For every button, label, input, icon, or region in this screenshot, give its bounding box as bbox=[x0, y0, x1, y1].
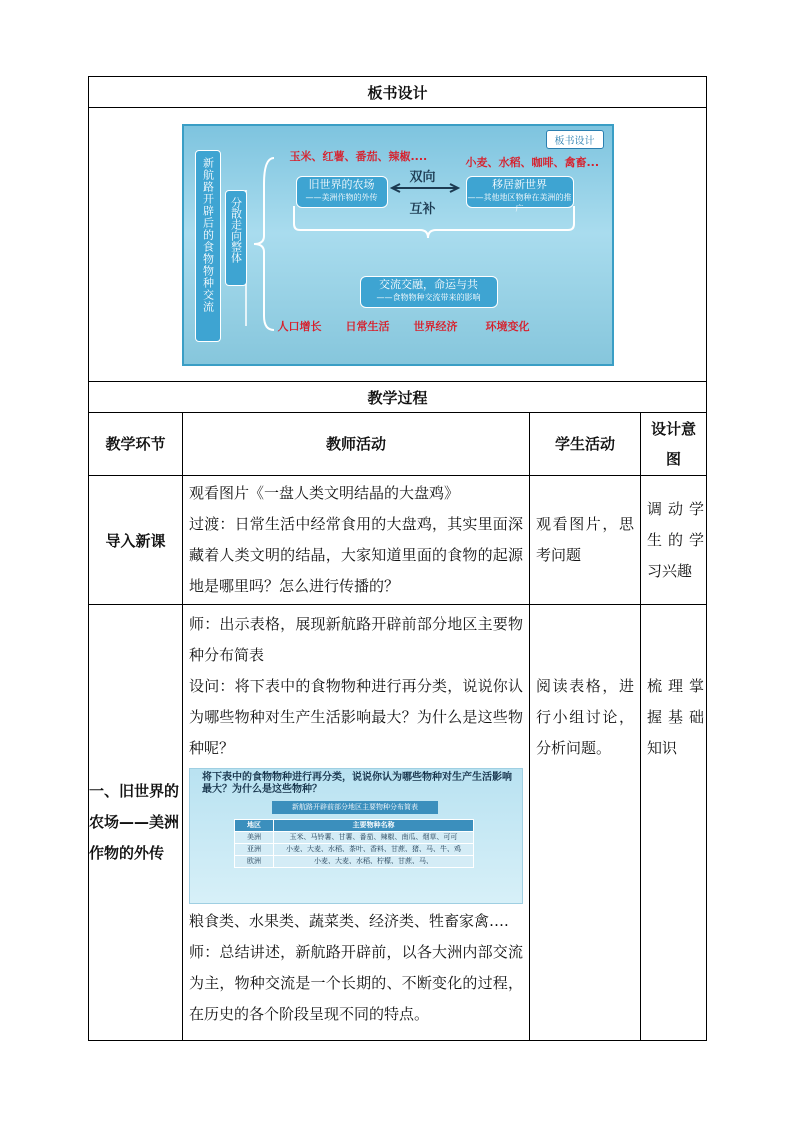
student-intro: 观看图片，思考问题 bbox=[536, 515, 634, 564]
species-list: 小麦、大麦、水稻、茶叶、香料、甘蔗、猪、马、牛、鸡 bbox=[274, 844, 474, 856]
lesson-table bbox=[88, 76, 707, 1041]
intent-intro: 调动学生的学习兴趣 bbox=[647, 499, 705, 580]
species-region: 欧洲 bbox=[235, 856, 274, 868]
new-world-sub: ——其他地区物种在美洲的推广 bbox=[467, 192, 572, 213]
exchange-sub: ——食物物种交流带来的影响 bbox=[376, 292, 481, 302]
board-design-heading: 板书设计 bbox=[89, 77, 707, 108]
teacher-intro-cell bbox=[183, 476, 530, 605]
col-teacher: 教师活动 bbox=[183, 413, 530, 476]
board-design-cell bbox=[89, 108, 707, 382]
species-table bbox=[234, 819, 474, 868]
col-student: 学生活动 bbox=[530, 413, 641, 476]
intent-intro-cell bbox=[641, 476, 707, 605]
old-world-sub: ——美洲作物的外传 bbox=[305, 192, 378, 202]
student-old-world-cell bbox=[530, 605, 641, 1041]
vertical-sub-box bbox=[225, 190, 247, 286]
top-right-foods: 小麦、水稻、咖啡、禽畜... bbox=[465, 155, 600, 169]
two-way-label: 双向 bbox=[409, 169, 436, 185]
new-world-title: 移居新世界 bbox=[492, 177, 547, 191]
old-world-box bbox=[296, 176, 388, 208]
teacher-old-world-line: 设问：将下表中的食物物种进行再分类，说说你认为哪些物种对生产生活影响最大？为什么是这些物种呢？ bbox=[189, 677, 523, 757]
intent-old-world-cell bbox=[641, 605, 707, 1041]
stage-old-world: 一、旧世界的农场——美洲作物的外传 bbox=[89, 605, 183, 1041]
exchange-title: 交流交融，命运与共 bbox=[379, 277, 478, 291]
student-intro-cell bbox=[530, 476, 641, 605]
vertical-title: 新航路开辟后的食物物种交流 bbox=[201, 156, 215, 313]
new-world-box bbox=[466, 176, 574, 213]
impact-item: 日常生活 bbox=[345, 319, 390, 333]
complement-label: 互补 bbox=[409, 201, 436, 217]
col-stage: 教学环节 bbox=[89, 413, 183, 476]
vertical-sub: 分散走向整体 bbox=[229, 196, 243, 263]
old-world-title: 旧世界的农场 bbox=[308, 177, 375, 191]
document-page bbox=[88, 76, 706, 1041]
vertical-title-box bbox=[195, 150, 221, 342]
impact-item: 人口增长 bbox=[277, 319, 322, 333]
teaching-process-heading: 教学过程 bbox=[89, 382, 707, 413]
teacher-old-world-cell bbox=[183, 605, 530, 1041]
species-header: 地区 bbox=[235, 820, 274, 832]
stage-intro: 导入新课 bbox=[89, 476, 183, 605]
species-question: 将下表中的食物物种进行再分类，说说你认为哪些物种对生产生活影响最大？为什么是这些物种？ bbox=[202, 772, 512, 795]
teacher-intro-line: 过渡：日常生活中经常食用的大盘鸡，其实里面深藏着人类文明的结晶，大家知道里面的食物的起源地是哪里吗？怎么进行传播的？ bbox=[189, 515, 523, 595]
teacher-old-world-line: 师：总结讲述，新航路开辟前，以各大洲内部交流为主，物种交流是一个长期的、不断变化的过程，在历史的各个阶段呈现不同的特点。 bbox=[189, 943, 523, 1023]
teacher-intro-line: 观看图片《一盘人类文明结晶的大盘鸡》 bbox=[189, 484, 460, 502]
top-left-foods: 玉米、红薯、番茄、辣椒.... bbox=[289, 149, 428, 163]
impact-item: 世界经济 bbox=[413, 319, 458, 333]
species-table-image bbox=[189, 768, 523, 904]
species-region: 亚洲 bbox=[235, 844, 274, 856]
col-intent: 设计意图 bbox=[641, 413, 707, 476]
species-list: 玉米、马铃薯、甘薯、番茄、辣椒、南瓜、烟草、可可 bbox=[274, 832, 474, 844]
teacher-old-world-line: 粮食类、水果类、蔬菜类、经济类、牲畜家禽…. bbox=[189, 912, 509, 930]
species-region: 美洲 bbox=[235, 832, 274, 844]
intent-old-world: 梳理掌握基础知识 bbox=[647, 677, 705, 757]
species-caption: 新航路开辟前部分地区主要物种分布简表 bbox=[272, 801, 438, 814]
teacher-old-world-line: 师：出示表格，展现新航路开辟前部分地区主要物种分布简表 bbox=[189, 615, 523, 664]
species-header: 主要物种名称 bbox=[274, 820, 474, 832]
impact-item: 环境变化 bbox=[485, 319, 530, 333]
exchange-box bbox=[360, 276, 498, 308]
species-list: 小麦、大麦、水稻、柠檬、甘蔗、马、 bbox=[274, 856, 474, 868]
board-tag: 板书设计 bbox=[546, 130, 604, 149]
board-design-image bbox=[182, 124, 614, 366]
student-old-world: 阅读表格，进行小组讨论，分析问题。 bbox=[536, 677, 634, 757]
